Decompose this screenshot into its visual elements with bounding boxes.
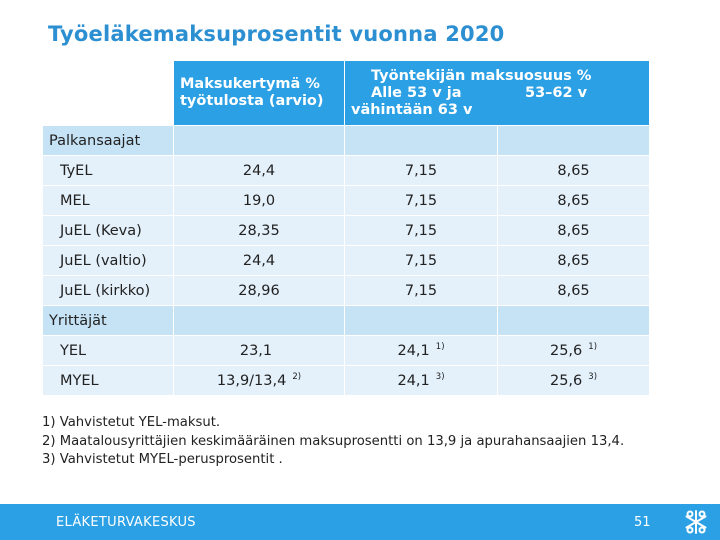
header-age-over63: vähintään 63 v xyxy=(351,101,473,118)
footnote-2: 2) Maatalousyrittäjien keskimääräinen maksuprosentti on 13,9 ja apurahansaajien 13,4. xyxy=(42,433,625,449)
table-row xyxy=(43,246,650,276)
table-header-row xyxy=(43,61,650,126)
cell-53-62 xyxy=(498,336,650,366)
cell-53-62: 8,65 xyxy=(498,276,650,306)
cell-alle53: 7,15 xyxy=(345,246,498,276)
cell-53-62-value: 25,6 xyxy=(549,343,583,359)
snowflake-logo-icon xyxy=(682,508,710,536)
cell-53-62: 8,65 xyxy=(498,156,650,186)
header-age-under53: Alle 53 v ja xyxy=(371,84,462,101)
header-kertyma xyxy=(174,61,345,126)
cell-kertyma-value: 13,9/13,4 xyxy=(216,373,287,389)
footnote-marker: 1) xyxy=(435,342,445,352)
footnote-marker: 3) xyxy=(588,372,598,382)
table-row xyxy=(43,186,650,216)
cell-kertyma: 19,0 xyxy=(174,186,345,216)
header-kertyma-line2: työtulosta (arvio) xyxy=(180,93,324,109)
cell-kertyma: 24,4 xyxy=(174,246,345,276)
header-kertyma-line1: Maksukertymä % xyxy=(180,76,320,92)
table-row xyxy=(43,276,650,306)
footer-bar xyxy=(0,504,720,540)
footnote-marker: 2) xyxy=(292,372,302,382)
row-name: TyEL xyxy=(43,156,174,186)
table-row xyxy=(43,366,650,396)
cell-53-62: 8,65 xyxy=(498,186,650,216)
cell-alle53-value: 24,1 xyxy=(397,343,430,359)
section-row-palkansaajat xyxy=(43,126,650,156)
row-name: MYEL xyxy=(43,366,174,396)
footnote-1: 1) Vahvistetut YEL-maksut. xyxy=(42,415,221,430)
row-name: YEL xyxy=(43,336,174,366)
cell-53-62: 8,65 xyxy=(498,246,650,276)
header-employee-share xyxy=(345,61,650,126)
table-row xyxy=(43,336,650,366)
table-row xyxy=(43,156,650,186)
cell-alle53: 7,15 xyxy=(345,186,498,216)
header-empty-cell xyxy=(43,61,174,126)
header-employee-share-title: Työntekijän maksuosuus % xyxy=(371,67,592,84)
section-label: Palkansaajat xyxy=(43,126,174,156)
cell-kertyma: 28,35 xyxy=(174,216,345,246)
cell-53-62: 8,65 xyxy=(498,216,650,246)
footnotes xyxy=(42,414,624,470)
cell-kertyma: 24,4 xyxy=(174,156,345,186)
section-row-yrittajat xyxy=(43,306,650,336)
cell-alle53: 7,15 xyxy=(345,276,498,306)
page-number: 51 xyxy=(634,515,651,530)
footnote-marker: 3) xyxy=(435,372,445,382)
row-name: JuEL (valtio) xyxy=(43,246,174,276)
cell-alle53: 7,15 xyxy=(345,216,498,246)
header-age-53-62: 53–62 v xyxy=(525,85,588,101)
footer-organization: ELÄKETURVAKESKUS xyxy=(56,515,196,530)
cell-kertyma-value: 23,1 xyxy=(239,343,273,359)
cell-53-62 xyxy=(498,366,650,396)
cell-alle53 xyxy=(345,336,498,366)
footnote-marker: 1) xyxy=(588,342,598,352)
cell-kertyma xyxy=(174,336,345,366)
cell-alle53-value: 24,1 xyxy=(397,373,430,389)
row-name: JuEL (Keva) xyxy=(43,216,174,246)
contribution-table xyxy=(42,60,650,396)
row-name: JuEL (kirkko) xyxy=(43,276,174,306)
row-name: MEL xyxy=(43,186,174,216)
cell-alle53 xyxy=(345,366,498,396)
section-label: Yrittäjät xyxy=(43,306,174,336)
page-title: Työeläkemaksuprosentit vuonna 2020 xyxy=(48,22,505,46)
cell-alle53: 7,15 xyxy=(345,156,498,186)
cell-kertyma: 28,96 xyxy=(174,276,345,306)
cell-kertyma xyxy=(174,366,345,396)
table-row xyxy=(43,216,650,246)
footnote-3: 3) Vahvistetut MYEL-perusprosentit . xyxy=(42,452,283,468)
cell-53-62-value: 25,6 xyxy=(549,373,583,389)
